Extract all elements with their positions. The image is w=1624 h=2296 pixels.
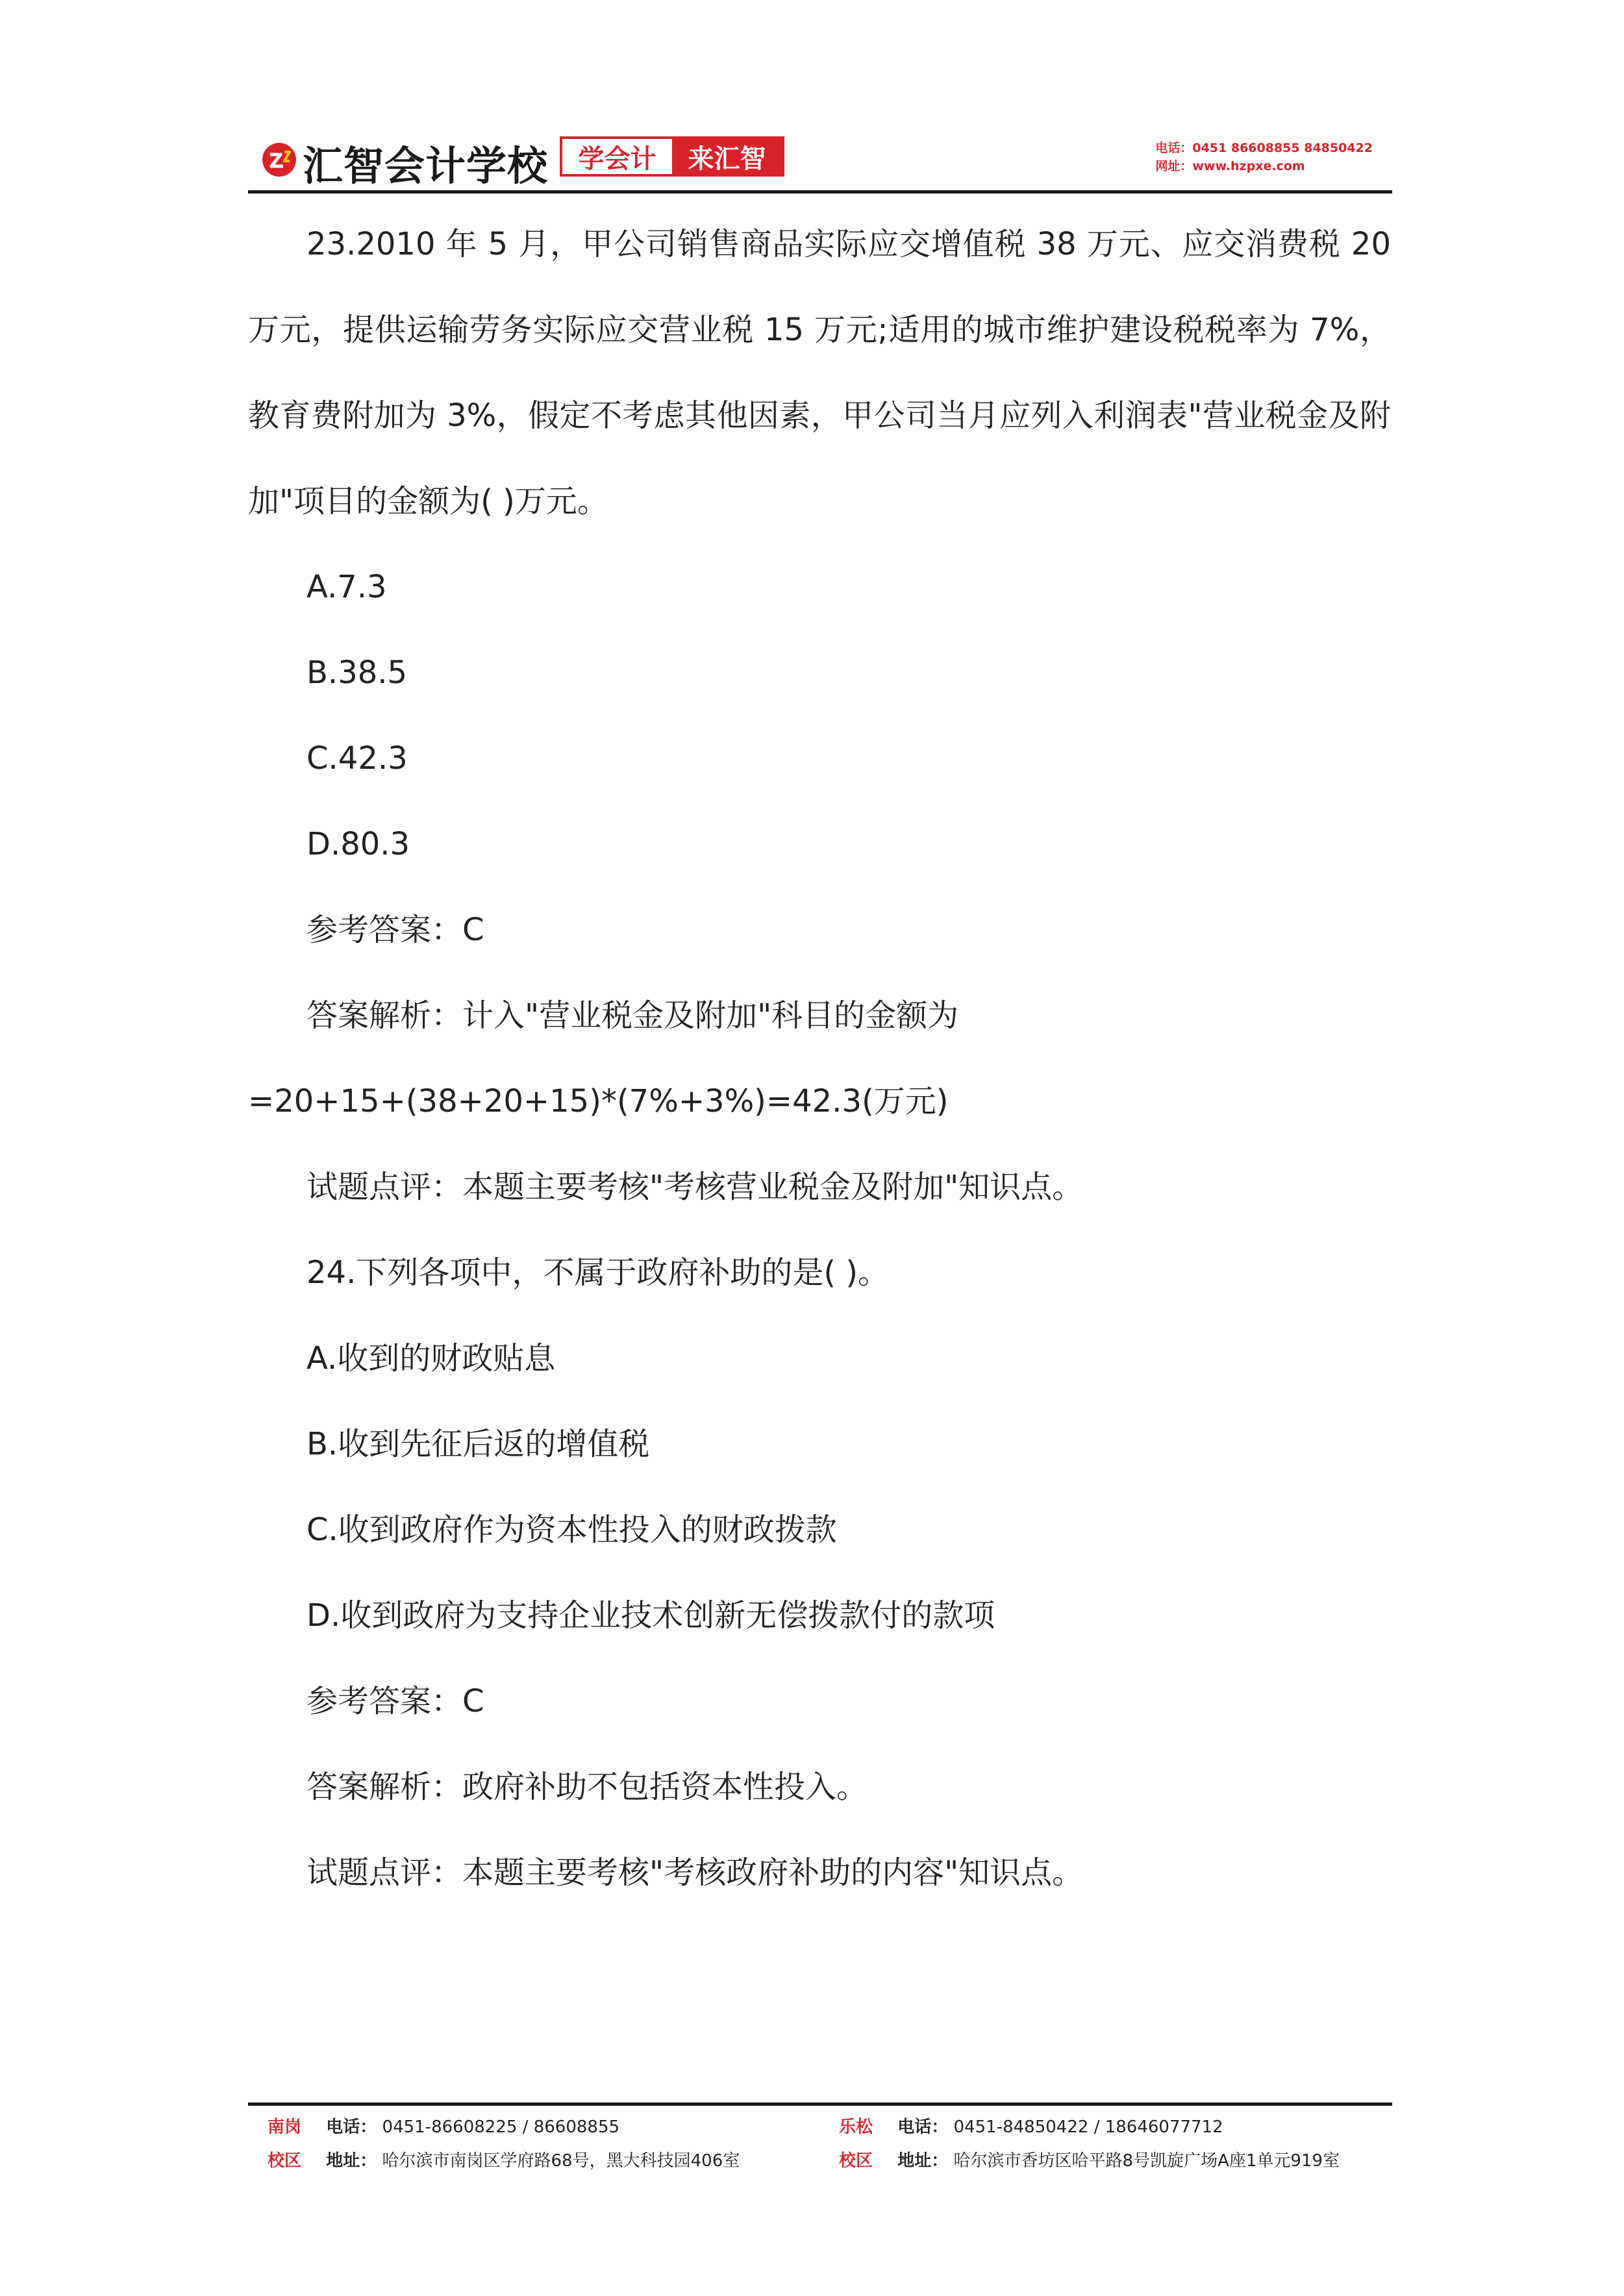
page-footer: [248, 2110, 1392, 2182]
header-website: 网址：www.hzpxe.com: [1155, 159, 1305, 173]
campus-tag: 南岗: [268, 2117, 302, 2137]
q23-option-b: B.38.5: [306, 655, 408, 691]
campus-phone: 0451-86608225 / 86608855: [382, 2117, 620, 2137]
q24-option-d: D.收到政府为支持企业技术创新无偿拨款付的款项: [306, 1597, 995, 1634]
q24-option-b: B.收到先征后返的增值税: [306, 1426, 650, 1462]
q24-option-a: A.收到的财政贴息: [306, 1340, 556, 1377]
phone-label: 电话：: [897, 2117, 949, 2137]
campus-phone: 0451-84850422 / 18646077712: [953, 2117, 1223, 2137]
address-label: 地址：: [326, 2151, 377, 2171]
header-phone: 电话：0451 86608855 84850422: [1155, 141, 1373, 155]
phone-label: 电话：: [326, 2117, 377, 2137]
campus-nangang: [268, 2110, 740, 2178]
campus-address: 哈尔滨市香坊区哈平路8号凯旋广场A座1单元919室: [953, 2151, 1340, 2171]
q23-option-c: C.42.3: [306, 740, 408, 777]
campus-lesong: [839, 2110, 1340, 2178]
question-24-text: 24.下列各项中，不属于政府补助的是( )。: [306, 1254, 890, 1291]
footer-divider: [248, 2103, 1392, 2106]
q24-answer: 参考答案：C: [306, 1683, 484, 1719]
q23-analysis: 答案解析：计入"营业税金及附加"科目的金额为: [306, 997, 959, 1034]
q24-option-c: C.收到政府作为资本性投入的财政拨款: [306, 1512, 837, 1548]
q24-comment: 试题点评：本题主要考核"考核政府补助的内容"知识点。: [306, 1854, 1084, 1891]
slogan-badge: [560, 136, 784, 177]
q23-answer: 参考答案：C: [306, 912, 484, 948]
campus-tag: 校区: [839, 2151, 873, 2171]
address-label: 地址：: [897, 2151, 949, 2171]
campus-tag: 校区: [268, 2151, 302, 2171]
q23-comment: 试题点评：本题主要考核"考核营业税金及附加"知识点。: [306, 1169, 1084, 1205]
campus-tag: 乐松: [839, 2117, 873, 2137]
q23-option-a: A.7.3: [306, 569, 387, 605]
header-contact: [1155, 139, 1373, 175]
header-divider: [248, 190, 1392, 193]
document-body: [248, 201, 1391, 1915]
slogan-right: 来汇智: [672, 139, 782, 174]
page-header: [248, 127, 1392, 192]
q24-analysis: 答案解析：政府补助不包括资本性投入。: [306, 1769, 868, 1805]
slogan-left: 学会计: [562, 139, 672, 174]
question-23-text: 23.2010 年 5 月，甲公司销售商品实际应交增值税 38 万元、应交消费税 20 万元，提供运输劳务实际应交营业税 15 万元;适用的城市维护建设税税率为 7%，教育费附加为 3%，假定不考虑其他因素，甲公司当月应列入利润表"营业税金及附加"项目的金额为( )万元。: [248, 226, 1391, 519]
campus-address: 哈尔滨市南岗区学府路68号，黑大科技园406室: [382, 2151, 740, 2171]
school-name: 汇智会计学校: [303, 142, 549, 190]
school-logo-icon: [261, 142, 297, 178]
q23-formula: =20+15+(38+20+15)*(7%+3%)=42.3(万元): [248, 1083, 949, 1119]
q23-option-d: D.80.3: [306, 826, 410, 862]
